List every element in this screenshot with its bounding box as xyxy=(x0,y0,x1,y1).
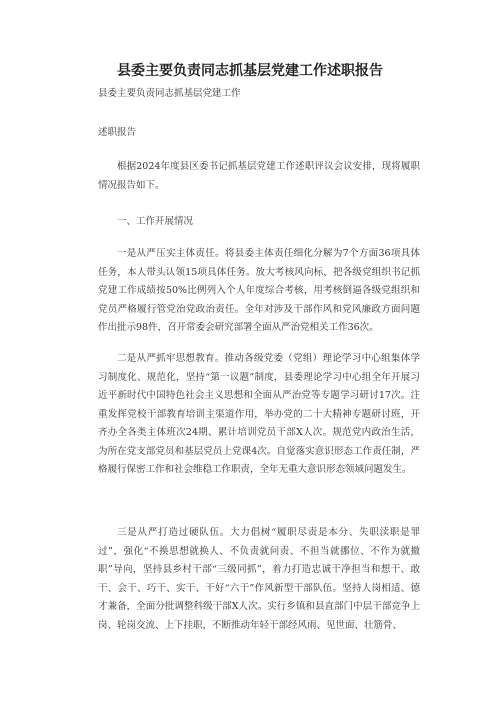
body-paragraph-1: 一是从严压实主体责任。将县委主体责任细化分解为7个方面36项具体任务，本人带头认领15项具体任务。放大考核风向标，把各级党组织书记抓党建工作成绩按50%比例列入个人年度综合考核，用考核倒逼各级党组织和党员严格履行管党治党政治责任。全年对涉及干部作风和党风廉政方面问题作出批示98件，召开常委会研究部署全面从严治党相关工作36次。 xyxy=(98,248,420,333)
intro-paragraph: 根据2024年度县区委书记抓基层党建工作述职评议会议安排，现将履职情况报告如下。 xyxy=(98,161,420,191)
document-title: 县委主要负责同志抓基层党建工作述职报告 xyxy=(117,63,383,79)
section-heading: 一、工作开展情况 xyxy=(117,216,194,227)
body-paragraph-3: 三是从严打造过硬队伍。大力倡树“履职尽责是本分、失职渎职是罪过”，强化“不换思想就换人、不负责就问责、不担当就挪位、不作为就撤职”导向，坚持县乡村干部“三级同抓”，着力打造忠诚干净担当和想干、敢干、会干、巧干、实干、干好“六干”作风新型干部队伍。坚持人岗相适、德才兼备，全面分批调整科级干部X人次。实行乡镇和县直部门中层干部竞争上岗、轮岗交流、上下挂职，不断推动年轻干部经风雨、见世面、壮筋骨、 xyxy=(98,527,420,631)
body-paragraph-2: 二是从严抓牢思想教育。推动各级党委（党组）理论学习中心组集体学习制度化、规范化，坚持“第一议题”制度，县委理论学习中心组全年开展习近平新时代中国特色社会主义思想和全面从严治党等专题学习研讨17次。注重发挥党校干部教育培训主渠道作用，举办党的二十大精神专题研讨班，开齐办全各类主体班次24期、累计培训党员干部X人次。规范党内政治生活，为所在党支部党员和基层党员上党课4次。自觉落实意识形态工作责任制，严格履行保密工作和社会维稳工作职责，全年无重大意识形态领域问题发生。 xyxy=(98,353,420,475)
report-label: 述职报告 xyxy=(98,127,137,138)
document-subtitle: 县委主要负责同志抓基层党建工作 xyxy=(98,88,241,99)
